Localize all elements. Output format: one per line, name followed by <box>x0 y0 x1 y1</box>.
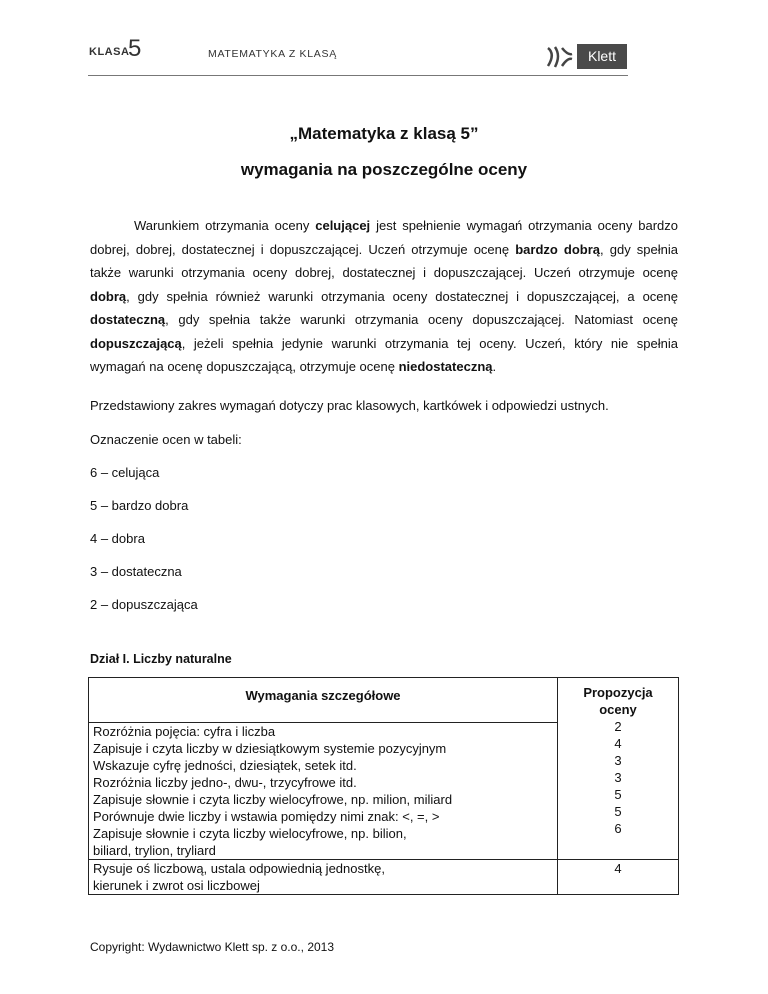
column-header-requirements: Wymagania szczegółowe <box>89 678 558 723</box>
klasa-number: 5 <box>128 35 142 62</box>
requirement-line: Zapisuje słownie i czyta liczby wielocyfrowe, np. bilion, <box>93 826 407 841</box>
klett-logo: Klett <box>577 44 627 69</box>
requirements-table <box>88 677 679 895</box>
requirement-line: Porównuje dwie liczby i wstawia pomiędzy nimi znak: <, =, > <box>93 809 440 824</box>
header-divider <box>88 75 628 76</box>
grade-value: 3 <box>614 770 622 785</box>
grade-block <box>558 860 679 895</box>
legend-item: 2 – dopuszczająca <box>90 597 198 612</box>
section-title: Dział I. Liczby naturalne <box>90 652 232 666</box>
requirement-line: Rozróżnia liczby jedno-, dwu-, trzycyfrowe itd. <box>93 775 357 790</box>
grade-value: 4 <box>614 736 622 751</box>
intro-paragraph: Warunkiem otrzymania oceny celującej jest spełnienie wymagań otrzymania oceny bardzo dobrej, dobrej, dostatecznej i dopuszczającej. Uczeń otrzymuje ocenę bardzo dobrą, gdy spełnia także warunki otrzymania oceny dobrej, dostatecznej i dopuszczającej. Uczeń otrzymuje ocenę dobrą, gdy spełnia również warunki otrzymania oceny dostatecznej i dopuszczającej, a ocenę dostateczną, gdy spełnia także warunki otrzymania oceny dopuszczającej. Natomiast ocenę dopuszczającą, jeżeli spełnia jedynie warunki otrzymania tej oceny. Uczeń, który nie spełnia wymagań na ocenę dopuszczającą, otrzymuje ocenę niedostateczną. <box>90 218 679 374</box>
grade-value: 3 <box>614 753 622 768</box>
klasa-label: KLASA <box>89 46 130 58</box>
klett-emblem-icon <box>545 44 575 70</box>
column-header-grade: Propozycja oceny 2 4 3 3 5 5 6 <box>558 678 679 860</box>
footer-copyright: Copyright: Wydawnictwo Klett sp. z o.o., 2013 <box>90 940 335 954</box>
requirements-block <box>89 723 558 860</box>
grade-value: 5 <box>614 804 622 819</box>
scope-text: Przedstawiony zakres wymagań dotyczy prac klasowych, kartkówek i odpowiedzi ustnych. <box>90 398 609 413</box>
page-header <box>0 0 768 80</box>
requirement-line: biliard, trylion, tryliard <box>93 843 216 858</box>
legend-heading: Oznaczenie ocen w tabeli: <box>90 432 242 447</box>
legend-item: 5 – bardzo dobra <box>90 498 189 513</box>
grade-value: 4 <box>614 861 622 876</box>
requirement-line: Rysuje oś liczbową, ustala odpowiednią jednostkę, <box>93 861 385 876</box>
requirement-line: Zapisuje słownie i czyta liczby wielocyfrowe, np. milion, miliard <box>93 792 453 807</box>
requirements-block <box>89 860 558 895</box>
requirement-line: Zapisuje i czyta liczby w dziesiątkowym systemie pozycyjnym <box>93 741 447 756</box>
subject-label: MATEMATYKA Z KLASĄ <box>208 48 337 60</box>
requirement-line: Rozróżnia pojęcia: cyfra i liczba <box>93 724 276 739</box>
requirement-line: Wskazuje cyfrę jedności, dziesiątek, setek itd. <box>93 758 357 773</box>
grade-value: 5 <box>614 787 622 802</box>
legend-item: 3 – dostateczna <box>90 564 182 579</box>
grade-value: 6 <box>614 821 622 836</box>
legend-item: 4 – dobra <box>90 531 145 546</box>
document-subtitle: wymagania na poszczególne oceny <box>240 160 528 179</box>
document-title: „Matematyka z klasą 5” <box>289 124 479 143</box>
grade-value: 2 <box>614 719 622 734</box>
legend-item: 6 – celująca <box>90 465 160 480</box>
requirement-line: kierunek i zwrot osi liczbowej <box>93 878 260 893</box>
